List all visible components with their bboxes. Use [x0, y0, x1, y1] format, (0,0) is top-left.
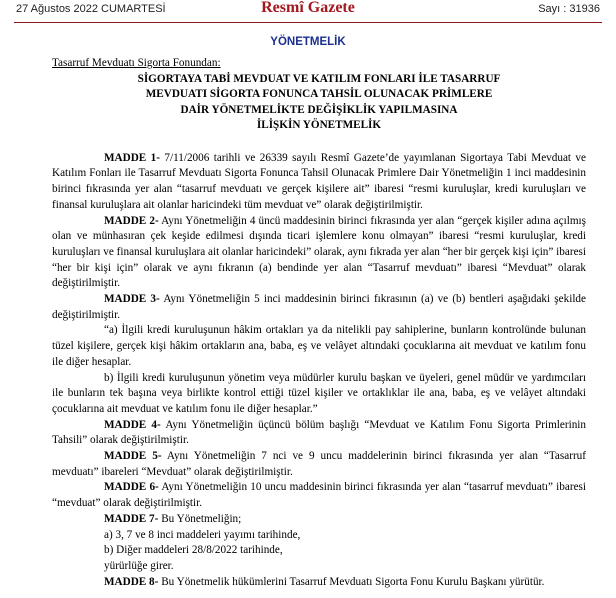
article-5 — [52, 449, 586, 480]
gazette-title: Resmî Gazete — [261, 0, 355, 16]
article-7-clause-a: a) 3, 7 ve 8 inci maddeleri yayımı tarihinde, — [104, 528, 301, 541]
gazette-header — [14, 0, 602, 23]
article-text: Bu Yönetmeliğin; — [158, 512, 242, 525]
article-6 — [52, 480, 586, 511]
article-text: 7/11/2006 tarihli ve 26339 sayılı Resmî Gazete’de yayımlanan Sigortaya Tabi Mevduat ve Katılım Fonları ile Tasarruf Mevduatı Sigorta Fonunca Tahsil Olunacak Primlere Dair Yönetmeliğin 1 inci maddesinin birinci fıkrasında yer alan “tasarruf mevduatı ve gerçek kişilere ait” ibaresi “resmi kuruluşlar, kredi kuruluşları ve finansal kuruluşlara ait olanlar haricindeki tüm mevduat ve” olarak değiştirilmiştir. — [52, 151, 586, 211]
article-text: Aynı Yönetmeliğin 5 inci maddesinin birinci fıkrasının (a) ve (b) bentleri aşağıdaki şekilde değiştirilmiştir. — [52, 293, 586, 321]
regulation-body — [52, 56, 586, 590]
article-7-block — [52, 512, 586, 591]
article-label: MADDE 3- — [104, 293, 160, 306]
article-label: MADDE 6- — [104, 481, 159, 494]
title-line: SİGORTAYA TABİ MEVDUAT VE KATILIM FONLARI İLE TASARRUF — [137, 72, 501, 85]
article-3-clause-a: “a) İlgili kredi kuruluşunun hâkim ortakları ya da nitelikli pay sahiplerine, bunların kontrolünde bulunan tüzel kişilere, gerçek kişi hâkim ortakların ana, baba, eş ve velâyet altındaki çocuklarına ait mevduat ve katılım fonu ile diğer hesaplar. — [52, 324, 586, 368]
article-label: MADDE 2- — [104, 214, 159, 227]
title-line: MEVDUATI SİGORTA FONUNCA TAHSİL OLUNACAK PRİMLERE — [145, 88, 493, 101]
article-label: MADDE 5- — [104, 450, 162, 463]
article-8 — [52, 575, 586, 591]
article-text: Bu Yönetmelik hükümlerini Tasarruf Mevduatı Sigorta Fonu Kurulu Başkanı yürütür. — [158, 575, 545, 588]
article-text: Aynı Yönetmeliğin 4 üncü maddesinin birinci fıkrasında yer alan “gerçek kişiler adına açılmış olan ve münhasıran çek keşide edilmesi dışında ticari işlemlere konu olmayan” ibaresi “resmi kuruluşlar, kredi kuruluşları ve finansal kuruluşlara ait olanlar haricindeki” olarak, aynı fıkrada yer alan “her bir gerçek kişi için” ibaresi “her bir kişi için” olarak ve aynı fıkranın (a) bendinde yer alan “Tasarruf mevduatı” ibaresi “Mevduat” olarak değiştirilmiştir. — [52, 214, 586, 290]
article-7-clause-b: b) Diğer maddeleri 28/8/2022 tarihinde, — [104, 544, 283, 557]
issue-number: Sayı : 31936 — [538, 3, 600, 15]
article-3-clause-b: b) İlgili kredi kuruluşunun yönetim veya müdürler kurulu başkan ve üyeleri, genel müdür ve yardımcıları ile bunların tek başına veya birlikte kontrol ettiği tüzel kişiler ve ortaklıklar ile ana, baba, eş ve velâyet altındaki çocuklarına ait mevduat ve katılım fonu ile diğer hesaplar.” — [52, 371, 586, 415]
issuer-line: Tasarruf Mevduatı Sigorta Fonundan: — [52, 57, 221, 69]
article-2 — [52, 214, 586, 293]
article-label: MADDE 1- — [104, 151, 160, 164]
section-heading: YÖNETMELİK — [270, 36, 346, 48]
title-line: DAİR YÖNETMELİKTE DEĞİŞİKLİK YAPILMASINA — [180, 103, 458, 116]
article-3 — [52, 292, 586, 323]
article-label: MADDE 7- — [104, 512, 159, 525]
article-7-closing: yürürlüğe girer. — [104, 559, 174, 572]
issue-date: 27 Ağustos 2022 CUMARTESİ — [16, 3, 166, 15]
article-text: Aynı Yönetmeliğin 10 uncu maddesinin birinci fıkrasında yer alan “tasarruf mevduatı” ibaresi “mevduat” olarak değiştirilmiştir. — [52, 481, 586, 510]
article-label: MADDE 4- — [104, 418, 161, 431]
article-4 — [52, 418, 586, 449]
article-label: MADDE 8- — [104, 575, 159, 588]
article-text: Aynı Yönetmeliğin 7 nci ve 9 uncu maddelerinin birinci fıkrasında yer alan “Tasarruf mevduatı” ibareleri “Mevduat” olarak değiştirilmiştir. — [52, 450, 586, 478]
regulation-title — [52, 72, 586, 134]
article-1 — [52, 151, 586, 214]
article-text: Aynı Yönetmeliğin üçüncü bölüm başlığı “Mevduat ve Katılım Fonu Sigorta Primlerinin Tahsili” olarak değiştirilmiştir. — [52, 418, 586, 447]
title-line: İLİŞKİN YÖNETMELİK — [256, 119, 382, 132]
article-7 — [52, 512, 586, 528]
